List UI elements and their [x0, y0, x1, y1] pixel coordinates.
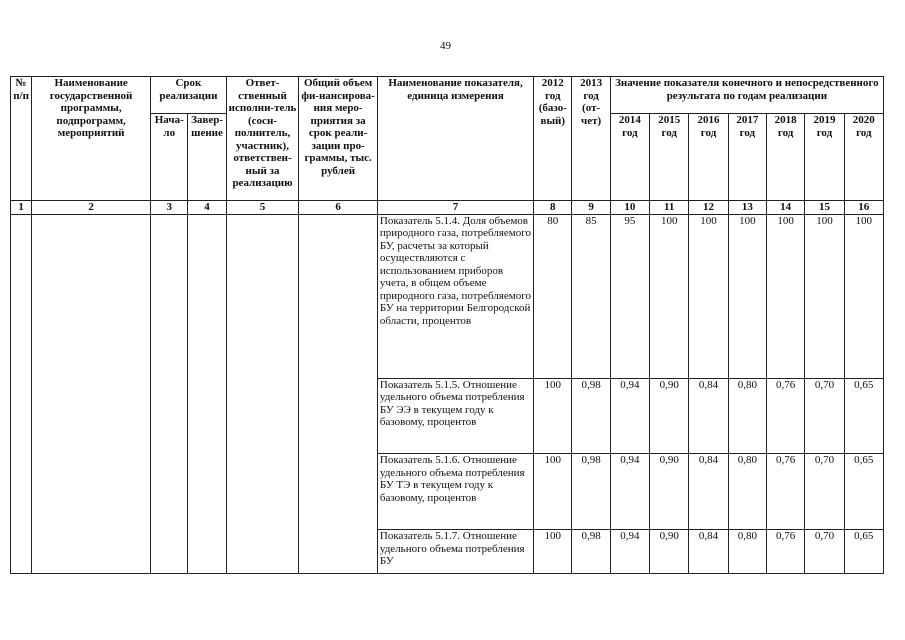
- header-year: 2020 год: [844, 114, 883, 201]
- indicator-name: Показатель 5.1.6. Отношение удельного объема потребления БУ ТЭ в текущем году к базовому, процентов: [377, 454, 533, 530]
- header-year: 2016 год: [689, 114, 728, 201]
- header-year: 2014 год: [610, 114, 649, 201]
- header-start: Нача-ло: [151, 114, 188, 201]
- column-number: 2: [32, 201, 151, 215]
- value-cell: 0,84: [689, 378, 728, 454]
- value-cell: 0,98: [572, 530, 610, 573]
- value-cell: 80: [534, 214, 572, 378]
- header-2012: 2012 год (базо-вый): [534, 77, 572, 201]
- header-indicator: Наименование показателя, единица измерения: [377, 77, 533, 201]
- header-term: Срок реализации: [151, 77, 227, 114]
- value-cell: 0,98: [572, 378, 610, 454]
- column-numbers-row: [11, 201, 884, 215]
- value-cell: 0,90: [650, 530, 689, 573]
- header-year: 2019 год: [805, 114, 844, 201]
- header-name: Наименование государственной программы, подпрограмм, мероприятий: [32, 77, 151, 201]
- indicator-name: Показатель 5.1.4. Доля объемов природного газа, потребляемого БУ, расчеты за который осуществляются с использованием приборов учета, в общем объеме природного газа, потребляемого БУ на территории Белгородской области, процентов: [377, 214, 533, 378]
- value-cell: 0,65: [844, 378, 883, 454]
- table-row: [11, 214, 884, 378]
- value-cell: 85: [572, 214, 610, 378]
- value-cell: 100: [534, 378, 572, 454]
- column-number: 7: [377, 201, 533, 215]
- value-cell: 0,65: [844, 530, 883, 573]
- value-cell: 0,90: [650, 378, 689, 454]
- value-cell: 100: [689, 214, 728, 378]
- page-number: 49: [440, 40, 451, 52]
- value-cell: 0,94: [610, 378, 649, 454]
- empty-cell: [299, 214, 378, 573]
- value-cell: 100: [534, 454, 572, 530]
- value-cell: 0,94: [610, 454, 649, 530]
- column-number: 5: [226, 201, 299, 215]
- column-number: 8: [534, 201, 572, 215]
- value-cell: 0,84: [689, 454, 728, 530]
- empty-cell: [151, 214, 188, 573]
- column-number: 14: [766, 201, 804, 215]
- column-number: 12: [689, 201, 728, 215]
- column-number: 9: [572, 201, 610, 215]
- value-cell: 100: [728, 214, 766, 378]
- value-cell: 100: [650, 214, 689, 378]
- value-cell: 0,84: [689, 530, 728, 573]
- empty-cell: [11, 214, 32, 573]
- value-cell: 0,80: [728, 530, 766, 573]
- value-cell: 100: [534, 530, 572, 573]
- empty-cell: [32, 214, 151, 573]
- column-number: 11: [650, 201, 689, 215]
- header-num: № п/п: [11, 77, 32, 201]
- value-cell: 0,94: [610, 530, 649, 573]
- empty-cell: [226, 214, 299, 573]
- header-values: Значение показателя конечного и непосредственного результата по годам реализации: [610, 77, 883, 114]
- header-year: 2017 год: [728, 114, 766, 201]
- header-end: Завер-шение: [188, 114, 226, 201]
- header-volume: Общий объем фи-нансирова-ния меро-приятия за срок реали-зации про-граммы, тыс. рублей: [299, 77, 378, 201]
- column-number: 1: [11, 201, 32, 215]
- value-cell: 0,65: [844, 454, 883, 530]
- value-cell: 0,76: [766, 378, 804, 454]
- indicator-name: Показатель 5.1.5. Отношение удельного объема потребления БУ ЭЭ в текущем году к базовому, процентов: [377, 378, 533, 454]
- column-number: 16: [844, 201, 883, 215]
- value-cell: 100: [805, 214, 844, 378]
- value-cell: 0,70: [805, 530, 844, 573]
- column-number: 4: [188, 201, 226, 215]
- value-cell: 100: [844, 214, 883, 378]
- value-cell: 0,98: [572, 454, 610, 530]
- value-cell: 100: [766, 214, 804, 378]
- value-cell: 0,70: [805, 454, 844, 530]
- column-number: 10: [610, 201, 649, 215]
- column-number: 13: [728, 201, 766, 215]
- value-cell: 0,76: [766, 530, 804, 573]
- header-year: 2015 год: [650, 114, 689, 201]
- indicators-table: [10, 76, 884, 574]
- column-number: 6: [299, 201, 378, 215]
- header-2013: 2013 год (от-чет): [572, 77, 610, 201]
- value-cell: 0,76: [766, 454, 804, 530]
- value-cell: 95: [610, 214, 649, 378]
- value-cell: 0,90: [650, 454, 689, 530]
- column-number: 15: [805, 201, 844, 215]
- indicator-name: Показатель 5.1.7. Отношение удельного объема потребления БУ: [377, 530, 533, 573]
- header-year: 2018 год: [766, 114, 804, 201]
- value-cell: 0,80: [728, 454, 766, 530]
- value-cell: 0,70: [805, 378, 844, 454]
- header-responsible: Ответ-ственный исполни-тель (сосн-полнитель, участник), ответствен-ный за реализацию: [226, 77, 299, 201]
- column-number: 3: [151, 201, 188, 215]
- value-cell: 0,80: [728, 378, 766, 454]
- empty-cell: [188, 214, 226, 573]
